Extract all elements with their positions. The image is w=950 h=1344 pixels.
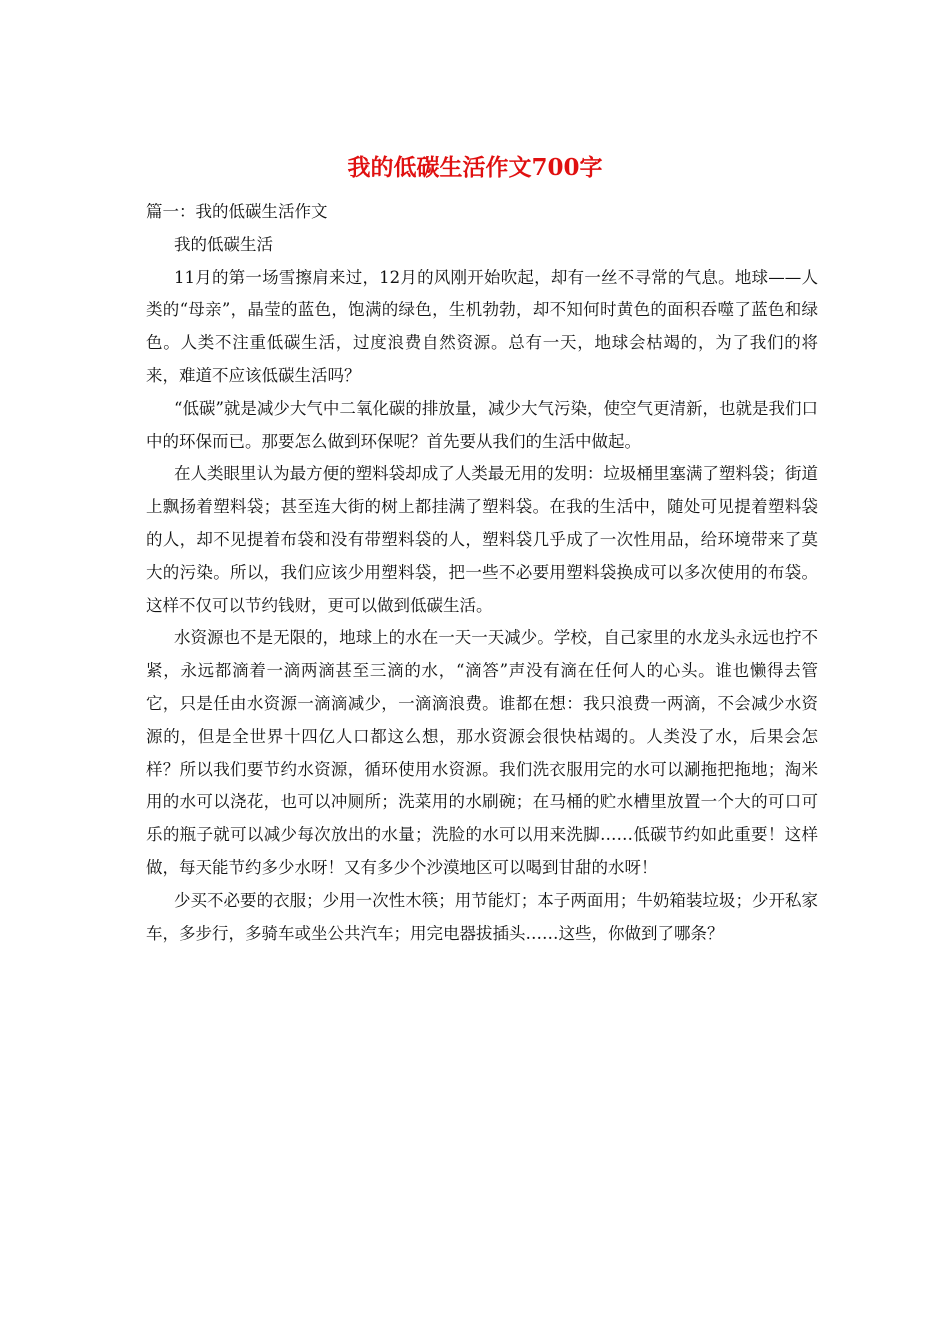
paragraph-1: 11月的第一场雪擦肩来过，12月的风刚开始吹起，却有一丝不寻常的气息。地球——人类的“母亲”，晶莹的蓝色，饱满的绿色，生机勃勃，却不知何时黄色的面积吞噬了蓝色和绿色。人类不注重低碳生活，过度浪费自然资源。总有一天，地球会枯竭的，为了我们的将来，难道不应该低碳生活吗？: [146, 267, 818, 385]
document-title: 我的低碳生活作文700字: [347, 154, 603, 181]
paragraph-4: 水资源也不是无限的，地球上的水在一天一天减少。学校，自己家里的水龙头永远也拧不紧，永远都滴着一滴两滴甚至三滴的水，“滴答”声没有滴在任何人的心头。谁也懒得去管它，只是任由水资源一滴滴减少，一滴滴浪费。谁都在想：我只浪费一两滴，不会减少水资源的，但是全世界十四亿人口都这么想，那水资源会很快枯竭的。人类没了水，后果会怎样？所以我们要节约水资源，循环使用水资源。我们洗衣服用完的水可以涮拖把拖地；淘米用的水可以浇花，也可以冲厕所；洗菜用的水刷碗；在马桶的贮水槽里放置一个大的可口可乐的瓶子就可以减少每次放出的水量；洗脸的水可以用来洗脚……低碳节约如此重要！这样做，每天能节约多少水呀！又有多少个沙漠地区可以喝到甘甜的水呀！: [146, 628, 818, 877]
section-heading: 篇一：我的低碳生活作文: [146, 202, 328, 221]
document-body: [146, 196, 818, 950]
sub-heading: 我的低碳生活: [174, 234, 273, 254]
paragraph-3: 在人类眼里认为最方便的塑料袋却成了人类最无用的发明：垃圾桶里塞满了塑料袋；街道上飘扬着塑料袋；甚至连大街的树上都挂满了塑料袋。在我的生活中，随处可见提着塑料袋的人，却不见提着布袋和没有带塑料袋的人，塑料袋几乎成了一次性用品，给环境带来了莫大的污染。所以，我们应该少用塑料袋，把一些不必要用塑料袋换成可以多次使用的布袋。这样不仅可以节约钱财，更可以做到低碳生活。: [146, 464, 818, 615]
paragraph-2: “低碳”就是减少大气中二氧化碳的排放量，减少大气污染，使空气更清新，也就是我们口中的环保而已。那要怎么做到环保呢？首先要从我们的生活中做起。: [146, 398, 818, 451]
paragraph-5: 少买不必要的衣服；少用一次性木筷；用节能灯；本子两面用；牛奶箱装垃圾；少开私家车，多步行，多骑车或坐公共汽车；用完电器拔插头……这些，你做到了哪条？: [146, 890, 818, 943]
